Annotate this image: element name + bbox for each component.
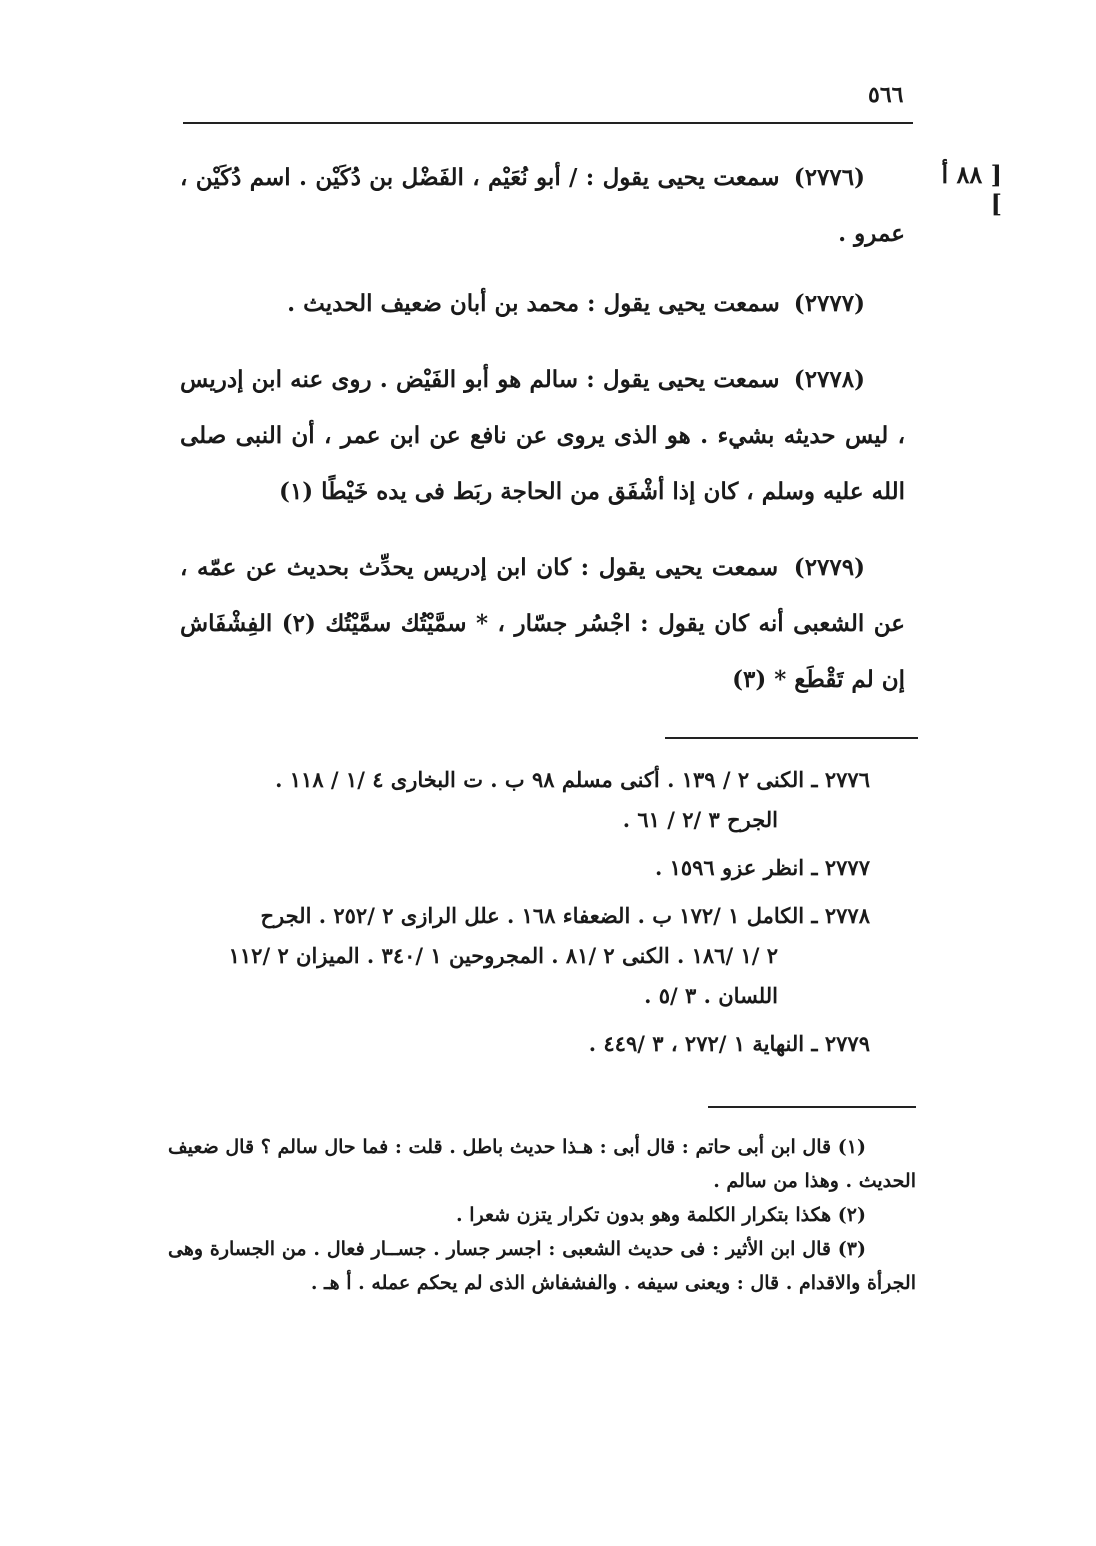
- reference-2778: [180, 896, 870, 1016]
- reference-continuation: ٢ /١ /١٨٦ . الكنى ٢ /٨١ . المجروحين ١ /٣٤٠ . الميزان ٢ /١١٢ اللسان . ٣ /٥ .: [228, 943, 778, 1008]
- footnote-1: [168, 1130, 916, 1198]
- entry-number: (٢٧٧٧): [793, 290, 865, 317]
- entry-2779: [180, 540, 905, 708]
- entry-number: (٢٧٧٨): [793, 366, 865, 393]
- reference-continuation: الجرح ٣ /٢ / ٦١ .: [622, 807, 778, 832]
- footnote-rule: [708, 1106, 916, 1108]
- page-number: ٥٦٦: [868, 82, 904, 108]
- entry-2778: [180, 352, 905, 520]
- entry-2776: [180, 150, 905, 262]
- reference-2776: [180, 760, 870, 840]
- entry-text: سمعت يحيى يقول : محمد بن أبان ضعيف الحديث .: [287, 290, 780, 317]
- reference-2779: [180, 1024, 870, 1064]
- reference-lead: ٢٧٧٧ ـ انظر عزو ١٥٩٦ .: [654, 855, 870, 880]
- references: [180, 760, 870, 1072]
- reference-lead: ٢٧٧٨ ـ الكامل ١ /١٧٢ ب . الضعفاء ١٦٨ . علل الرازى ٢ /٢٥٢ . الجرح: [260, 903, 870, 928]
- reference-2777: [180, 848, 870, 888]
- entry-number: (٢٧٧٦): [793, 164, 865, 191]
- entry-text: سمعت يحيى يقول : سالم هو أبو الفَيْض . روى عنه ابن إدريس ، ليس حديثه بشيء . هو الذى يروى عن نافع عن ابن عمر ، أن النبى صلى الله عليه وسلم ، كان إذا أشْفَق من الحاجة ربَط فى يده خَيْطًا (١): [180, 366, 905, 505]
- references-rule: [665, 737, 918, 739]
- footnote-text: (٢) هكذا بتكرار الكلمة وهو بدون تكرار يتزن شعرا .: [455, 1204, 866, 1226]
- footnote-3: [168, 1232, 916, 1300]
- reference-lead: ٢٧٧٦ ـ الكنى ٢ / ١٣٩ . أكنى مسلم ٩٨ ب . ت البخارى ٤ /١ / ١١٨ .: [275, 767, 870, 792]
- footnote-text: (١) قال ابن أبى حاتم : قال أبى : هـذا حديث باطل . قلت : فما حال سالم ؟ قال ضعيف الحديث . وهذا من سالم .: [168, 1136, 916, 1192]
- footnotes: [168, 1130, 916, 1300]
- entry-text: سمعت يحيى يقول : كان ابن إدريس يحدِّث بحديث عن عمّه ، عن الشعبى أنه كان يقول : اجْسُر جسّار ، * سمَّيْتُك سمَّيْتُك (٢) الفِشْفَاش إن لم تَقْطَع * (٣): [180, 554, 905, 693]
- folio-marker: [ ٨٨ أ ]: [941, 160, 1002, 218]
- entry-2777: [180, 276, 905, 332]
- footnote-text: (٣) قال ابن الأثير : فى حديث الشعبى : اجسر جسار . جســار فعال . من الجسارة وهى الجرأة والاقدام . قال : ويعنى سيفه . والفشفاش الذى لم يحكم عمله . أ هـ .: [168, 1238, 916, 1294]
- reference-lead: ٢٧٧٩ ـ النهاية ١ /٢٧٢ ، ٣ /٤٤٩ .: [588, 1031, 870, 1056]
- entry-text: سمعت يحيى يقول : / أبو نُعَيْم ، الفَضْل بن دُكَيْن . اسم دُكَيْن ، عمرو .: [180, 164, 905, 247]
- footnote-2: [168, 1198, 916, 1232]
- header-rule: [183, 122, 913, 124]
- entry-number: (٢٧٧٩): [793, 554, 865, 581]
